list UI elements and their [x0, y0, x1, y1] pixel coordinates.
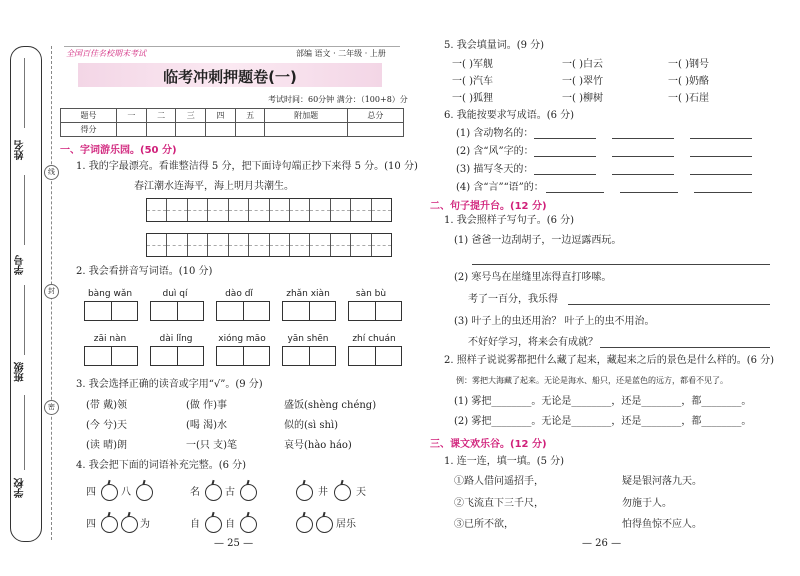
score-cell: 总分 [347, 109, 403, 123]
score-cell: 四 [206, 109, 236, 123]
school-fill-line [24, 395, 25, 470]
answer-line[interactable] [690, 156, 752, 157]
answer-line[interactable] [600, 347, 770, 348]
answer-line[interactable] [694, 192, 752, 193]
score-input-cell[interactable] [146, 123, 176, 137]
score-input-cell[interactable] [235, 123, 265, 137]
idiom-char: 四 [86, 487, 96, 498]
score-cell: 得分 [61, 123, 117, 137]
page-title: 临考冲刺押题卷(一) [163, 68, 297, 86]
section-2-heading: 二、句子提升台。(12 分) [430, 201, 547, 212]
idiom-char: 为 [140, 519, 150, 530]
answer-line[interactable] [612, 138, 674, 139]
page-number: — 26 — [582, 538, 622, 549]
idiom-char: 古 [225, 487, 235, 498]
section-3-question-1: 1. 连一连，填一填。(5 分) [444, 456, 565, 467]
binding-strip [10, 46, 42, 542]
score-value-row [61, 123, 404, 137]
title-bar [78, 63, 382, 87]
score-header-row [61, 109, 404, 123]
writing-grid[interactable] [146, 198, 392, 222]
measure-word-item[interactable]: 一( )钢号 [668, 59, 709, 70]
measure-word-item[interactable]: 一( )柳树 [562, 93, 603, 104]
apple-blank-icon[interactable] [240, 516, 257, 533]
seal-mark: 封 [44, 284, 59, 299]
answer-line[interactable] [534, 156, 596, 157]
measure-word-item[interactable]: 一( )白云 [562, 59, 603, 70]
section-1-heading: 一、字词游乐园。(50 分) [60, 145, 177, 156]
idiom-char: 八 [121, 487, 131, 498]
question-4: 4. 我会把下面的词语补充完整。(6 分) [76, 460, 247, 471]
match-right-item[interactable]: 怕得鱼惊不应人。 [622, 519, 702, 530]
pinyin-label: xióng māo [218, 334, 266, 344]
name-label: 姓名 [15, 140, 26, 160]
match-left-item[interactable]: ①路人借问遥招手， [454, 476, 544, 487]
measure-word-item[interactable]: 一( )奶酪 [668, 76, 709, 87]
number-fill-line [24, 175, 25, 245]
answer-box[interactable] [348, 301, 402, 321]
writing-grid[interactable] [146, 233, 392, 257]
example-sentence: (2) 寒号鸟在崖缝里冻得直打哆嗦。 [454, 272, 612, 283]
measure-word-item[interactable]: 一( )石崖 [668, 93, 709, 104]
score-cell: 三 [176, 109, 206, 123]
answer-line[interactable] [534, 174, 596, 175]
question-3: 3. 我会选择正确的读音或字用“√”。(9 分) [76, 379, 263, 390]
score-cell: 附加题 [265, 109, 347, 123]
answer-line[interactable] [568, 304, 770, 305]
match-right-item[interactable]: 疑是银河落九天。 [622, 476, 702, 487]
measure-word-item[interactable]: 一( )狐狸 [452, 93, 493, 104]
score-input-cell[interactable] [117, 123, 147, 137]
page-number: — 25 — [214, 538, 254, 549]
apple-blank-icon[interactable] [205, 516, 222, 533]
score-table [60, 108, 404, 137]
idiom-char: 四 [86, 519, 96, 530]
banner-text: 全国百佳名校期末考试 [66, 49, 146, 58]
measure-word-item[interactable]: 一( )军舰 [452, 59, 493, 70]
score-cell: 一 [117, 109, 147, 123]
idiom-char: 自 [225, 519, 235, 530]
answer-box[interactable] [348, 346, 402, 366]
apple-blank-icon[interactable] [316, 516, 333, 533]
answer-box[interactable] [282, 346, 336, 366]
idiom-prompt: (1) 含动物名的： [456, 128, 534, 139]
answer-line[interactable] [690, 174, 752, 175]
answer-box[interactable] [84, 346, 138, 366]
answer-box[interactable] [150, 301, 204, 321]
prompt-sentence: 考了一百分，我乐得 [468, 294, 558, 305]
choice-item[interactable]: (喝 渴)水 [186, 420, 227, 431]
pinyin-label: bàng wǎn [87, 289, 133, 299]
class-fill-line [24, 285, 25, 355]
score-cell: 二 [146, 109, 176, 123]
answer-line[interactable] [546, 192, 604, 193]
score-input-cell[interactable] [176, 123, 206, 137]
idiom-char: 名 [190, 487, 200, 498]
secret-mark: 密 [44, 400, 59, 415]
apple-blank-icon[interactable] [121, 516, 138, 533]
answer-line[interactable] [612, 156, 674, 157]
idiom-prompt: (3) 描写冬天的： [456, 164, 534, 175]
choice-item[interactable]: 一(只 支)笔 [186, 440, 237, 451]
apple-blank-icon[interactable] [334, 484, 351, 501]
section-2-question-2: 2. 照样子说说雾都把什么藏了起来，藏起来之后的景色是什么样的。(6 分) [444, 355, 775, 366]
pinyin-label: zhǎn xiàn [286, 289, 330, 299]
choice-item[interactable]: (做 作)事 [186, 400, 227, 411]
school-label: 学校 [15, 478, 26, 498]
line-mark: 线 [44, 165, 59, 180]
pinyin-label: sàn bù [355, 289, 387, 299]
question-5: 5. 我会填量词。(9 分) [444, 40, 545, 51]
class-label: 班级 [15, 362, 26, 382]
pinyin-label: zhí chuán [352, 334, 396, 344]
choice-item[interactable]: (今 兮)天 [86, 420, 127, 431]
name-fill-line [24, 58, 25, 128]
match-right-item[interactable]: 勿施于人。 [622, 498, 672, 509]
answer-box[interactable] [282, 301, 336, 321]
answer-line[interactable] [612, 174, 674, 175]
fill-sentence[interactable]: (1) 雾把________。无论是________，还是________，都________。 [454, 396, 752, 407]
apple-blank-icon[interactable] [205, 484, 222, 501]
apple-blank-icon[interactable] [101, 516, 118, 533]
answer-box[interactable] [216, 301, 270, 321]
apple-blank-icon[interactable] [296, 516, 313, 533]
choice-item[interactable]: 哀号(hào háo) [284, 440, 352, 451]
idiom-prompt: (4) 含“言”“语”的： [456, 182, 544, 193]
question-2: 2. 我会看拼音写词语。(10 分) [76, 266, 213, 277]
score-cell: 题号 [61, 109, 117, 123]
example-text: 例：雾把大海藏了起来。无论是海水、船只，还是蓝色的远方，都看不见了。 [456, 376, 728, 385]
answer-box[interactable] [84, 301, 138, 321]
example-sentence: (1) 爸爸一边刮胡子，一边逗露西玩。 [454, 235, 622, 246]
score-input-cell[interactable] [347, 123, 403, 137]
idiom-char: 居乐 [336, 519, 356, 530]
choice-item[interactable]: (读 晴)朗 [86, 440, 127, 451]
prompt-sentence: 不好好学习，将来会有成就？ [468, 337, 598, 348]
pinyin-label: yān shēn [287, 334, 329, 344]
idiom-char: 天 [356, 487, 366, 498]
answer-line[interactable] [534, 138, 596, 139]
apple-blank-icon[interactable] [136, 484, 153, 501]
pinyin-label: dài lǐng [159, 334, 193, 344]
example-sentence: (3) 叶子上的虫还用治？ 叶子上的虫不用治。 [454, 316, 655, 327]
apple-blank-icon[interactable] [101, 484, 118, 501]
pinyin-label: dào dǐ [225, 289, 253, 299]
choice-item[interactable]: 盛饭(shèng chéng) [284, 400, 377, 411]
score-input-cell[interactable] [206, 123, 236, 137]
answer-line[interactable] [690, 138, 752, 139]
fill-sentence[interactable]: (2) 雾把________。无论是________，还是________，都________。 [454, 416, 752, 427]
poem-line: 春江潮水连海平，海上明月共潮生。 [134, 181, 294, 192]
student-number-label: 学号 [15, 255, 26, 275]
apple-blank-icon[interactable] [240, 484, 257, 501]
measure-word-item[interactable]: 一( )汽车 [452, 76, 493, 87]
match-left-item[interactable]: ②飞流直下三千尺， [454, 498, 544, 509]
choice-item[interactable]: (带 戴)领 [86, 400, 127, 411]
match-left-item[interactable]: ③已所不欲， [454, 519, 514, 530]
score-cell: 五 [235, 109, 265, 123]
section-3-heading: 三、课文欢乐谷。(12 分) [430, 439, 547, 450]
question-1: 1. 我的字最漂亮。看谁整洁得 5 分，把下面诗句端正抄下来得 5 分。(10 分) [76, 161, 418, 172]
question-6: 6. 我能按要求写成语。(6 分) [444, 110, 575, 121]
answer-line[interactable] [620, 192, 678, 193]
score-input-cell[interactable] [265, 123, 347, 137]
idiom-prompt: (2) 含“风”字的： [456, 146, 534, 157]
exam-meta: 考试时间：60分钟 满分：（100+8）分 [268, 95, 408, 104]
answer-box[interactable] [216, 346, 270, 366]
pinyin-label: duì qí [162, 289, 188, 299]
measure-word-item[interactable]: 一( )翠竹 [562, 76, 603, 87]
section-2-question-1: 1. 我会照样子写句子。(6 分) [444, 215, 575, 226]
idiom-char: 井 [318, 487, 328, 498]
answer-line[interactable] [472, 264, 770, 265]
apple-blank-icon[interactable] [296, 484, 313, 501]
edition-text: 部编 语文 · 二年级 · 上册 [296, 49, 386, 58]
answer-box[interactable] [150, 346, 204, 366]
choice-item[interactable]: 似的(sì shì) [284, 420, 339, 431]
pinyin-label: zāi nàn [93, 334, 127, 344]
idiom-char: 自 [190, 519, 200, 530]
